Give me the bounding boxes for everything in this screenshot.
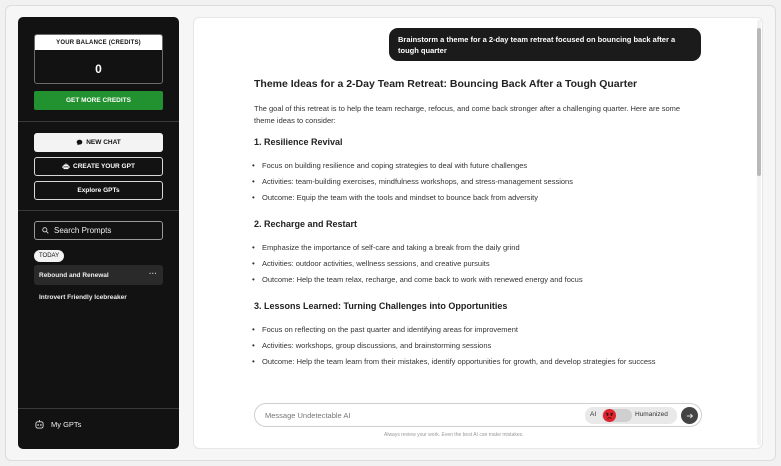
message-composer [254,403,702,427]
response-intro: The goal of this retreat is to help the team recharge, refocus, and come back stronger after a challenging quarter. Here are some theme ideas to consider: [254,104,681,125]
sidebar-divider [18,210,179,211]
list-item: • Activities: team-building exercises, mindfulness workshops, and stress-management sessions [254,177,573,187]
toggle-ai-label: AI [590,411,597,418]
section-title: 3. Lessons Learned: Turning Challenges into Opportunities [254,301,508,311]
search-prompts-input[interactable] [34,221,163,240]
new-chat-label: NEW CHAT [86,139,121,146]
section-title: 2. Recharge and Restart [254,219,358,229]
disclaimer-text: Always review your work. Even the best AI can make mistakes. [384,432,524,438]
list-item: • Focus on reflecting on the past quarter and identifying areas for improvement [254,325,674,335]
list-item: • Outcome: Equip the team with the tools and mindset to bounce back from adversity [254,193,573,203]
section-title: 1. Resilience Revival [254,137,343,147]
balance-value: 0 [95,62,102,76]
sidebar [18,17,179,449]
list-item: • Outcome: Help the team learn from their mistakes, identify opportunities for growth, and develop strategies for success [254,357,674,367]
search-placeholder: Search Prompts [54,226,112,235]
list-item: • Emphasize the importance of self-care and taking a break from the daily grind [254,243,583,253]
section-bullets [254,243,583,285]
humanize-toggle[interactable] [585,407,677,424]
my-gpts-label: My GPTs [51,420,82,429]
section-bullets [254,161,573,203]
get-more-credits-button[interactable]: GET MORE CREDITS [34,91,163,110]
list-item: • Activities: outdoor activities, wellness sessions, and creative pursuits [254,259,583,269]
sidebar-divider [18,408,179,409]
toggle-humanized-label: Humanized [635,411,668,418]
history-item[interactable] [34,265,163,285]
my-gpts-link[interactable] [34,420,81,429]
create-gpt-button[interactable] [34,157,163,176]
more-options-icon[interactable]: ··· [149,269,157,278]
send-button[interactable] [681,407,698,424]
history-item-label: Introvert Friendly Icebreaker [39,293,127,301]
history-item-label: Rebound and Renewal [39,271,109,279]
section-bullets [254,325,674,367]
today-badge: TODAY [34,250,64,262]
angry-face-icon [603,409,616,422]
user-message: Brainstorm a theme for a 2-day team retreat focused on bouncing back after a tough quarter [389,28,701,61]
explore-gpts-label: Explore GPTs [77,187,120,194]
response-title: Theme Ideas for a 2-Day Team Retreat: Bouncing Back After a Tough Quarter [254,78,638,90]
chat-bubble-icon [76,139,83,146]
search-icon [42,227,49,234]
robot-icon [62,163,70,170]
gpts-icon [34,420,45,429]
create-gpt-label: CREATE YOUR GPT [73,163,135,170]
chat-panel [193,17,763,449]
sidebar-divider [18,121,179,122]
message-input[interactable] [265,409,565,422]
assistant-response [254,78,686,366]
balance-label: YOUR BALANCE (CREDITS) [35,35,162,50]
arrow-right-icon [686,412,694,420]
list-item: • Activities: workshops, group discussions, and brainstorming sessions [254,341,674,351]
balance-card [34,34,163,84]
scrollbar-thumb[interactable] [757,28,761,176]
explore-gpts-button[interactable] [34,181,163,200]
toggle-track[interactable] [602,409,632,422]
list-item: • Focus on building resilience and coping strategies to deal with future challenges [254,161,573,171]
history-item[interactable] [34,287,163,307]
list-item: • Outcome: Help the team relax, recharge, and come back to work with renewed energy and focus [254,275,583,285]
new-chat-button[interactable] [34,133,163,152]
